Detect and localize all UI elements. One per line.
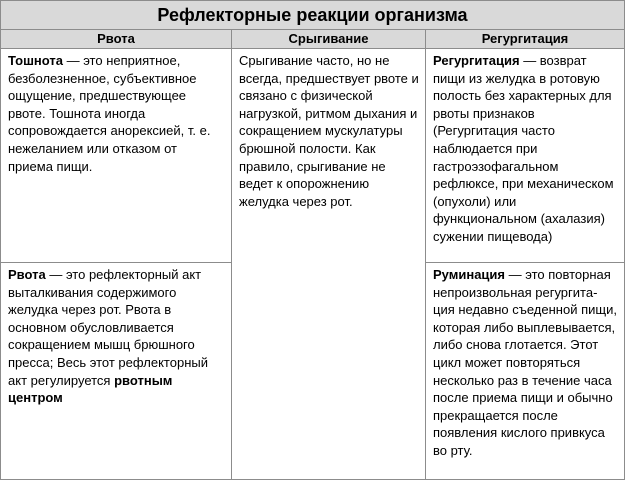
cell-spitting-up — [231, 49, 426, 480]
term-rumination: Руминация — [433, 267, 505, 282]
text-rumination: — это повторная непроизвольная регургита-ция недавно съеденной пищи, которая либо выплевывается, либо снова глотается. Этот цикл может повторяться несколько раз в течение часа после приема пищи и обычно прекращается после появления кислого привкуса во рту. — [433, 267, 617, 458]
term-vomiting: Рвота — [8, 267, 46, 282]
header-regurgitation-spitting: Срыгивание — [231, 30, 426, 49]
term-regurgitation: Регургитация — [433, 53, 520, 68]
header-regurgitation: Регургитация — [425, 30, 625, 49]
term-nausea: Тошнота — [8, 53, 63, 68]
cell-regurgitation — [425, 49, 625, 263]
text-regurgitation: — возврат пищи из желудка в ротовую полость без характерных для рвоты признаков (Регургитация часто наблюдается при гастроэзофагальном рефлюксе, при механическом (опухоли) или функциональном (ахалазия) сужении пищевода) — [433, 53, 614, 244]
text-vomiting: — это рефлекторный акт выталкивания содержимого желудка через рот. Рвота в основном обусловливается сокращением мышц брюшного пресса; Весь этот рефлекторный акт регулируется — [8, 267, 208, 388]
header-vomiting: Рвота — [0, 30, 232, 49]
table-title: Рефлекторные реакции организма — [0, 0, 625, 30]
cell-nausea — [0, 49, 232, 263]
cell-rumination — [425, 263, 625, 480]
text-spitting-up: Срыгивание часто, но не всегда, предшествует рвоте и связано с физической нагрузкой, ритмом дыхания и сокращением мускулатуры брюшной полости. Как правило, срыгивание не ведет к опорожнению желудка через рот. — [239, 53, 419, 209]
term-vomiting-center: рвотным центром — [8, 372, 173, 406]
cell-vomiting — [0, 263, 232, 480]
text-nausea: — это неприятное, безболезненное, субъективное ощущение, предшествующее рвоте. Тошнота иногда сопровождается анорексией, т. е. нежеланием или отказом от приема пищи. — [8, 53, 211, 174]
